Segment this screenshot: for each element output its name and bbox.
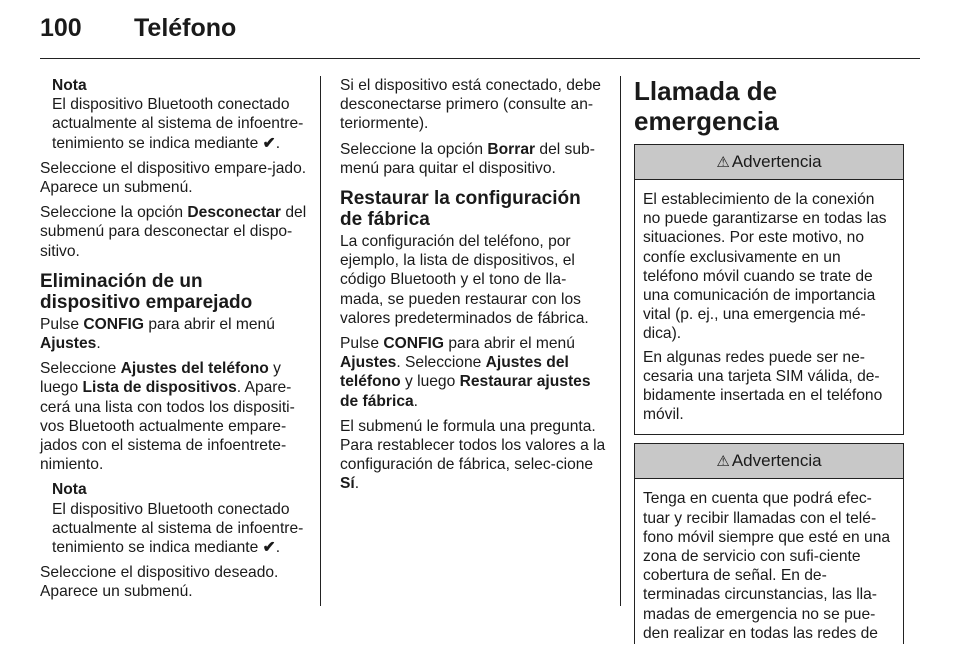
paragraph: Seleccione el dispositivo empare-jado. Aparece un submenú. — [40, 159, 307, 197]
paragraph: Seleccione Ajustes del teléfono y luego Lista de dispositivos. Apare-cerá una lista con todos los dispositi-vos Bluetooth actualmente empare-jados con el sistema de infoentrete-nimiento. — [40, 360, 295, 474]
paragraph: Pulse CONFIG para abrir el menú Ajustes. Seleccione Ajustes del teléfono y luego Restaurar ajustes de fábrica. — [340, 335, 591, 410]
column-divider-2 — [620, 76, 621, 606]
section-heading-factory-reset: Restaurar la configuración de fábrica — [340, 188, 581, 231]
warning-body — [635, 180, 903, 434]
warning-icon: ⚠ — [716, 154, 730, 171]
paragraph: La configuración del teléfono, por ejemplo, la lista de dispositivos, el código Bluetooth y el tono de lla-mada, se pueden restaurar con los valores predeterminados de fábrica. — [340, 233, 589, 327]
column-divider-1 — [320, 76, 321, 606]
warning-box-2 — [634, 443, 904, 644]
note-title: Nota — [52, 77, 87, 94]
section-heading-emergency-call: Llamada de emergencia — [634, 76, 779, 136]
paragraph: Si el dispositivo está conectado, debe desconectarse primero (consulte an-teriormente). — [340, 77, 601, 133]
warning-title: Advertencia — [731, 152, 822, 171]
note-connected-device — [52, 480, 308, 557]
checkmark-icon: ✔ — [262, 539, 276, 557]
column-2 — [340, 76, 608, 500]
warning-header — [635, 145, 903, 180]
header-divider — [40, 58, 920, 59]
note-connected-device — [52, 76, 308, 153]
paragraph: En algunas redes puede ser ne-cesaria una tarjeta SIM válida, de-bidamente insertada en el teléfono móvil. — [643, 348, 883, 424]
checkmark-icon: ✔ — [262, 134, 276, 152]
note-text: El dispositivo Bluetooth conectado actualmente al sistema de infoentre-tenimiento se indica mediante ✔. — [52, 96, 304, 152]
note-title: Nota — [52, 481, 87, 499]
paragraph: Tenga en cuenta que podrá efec-tuar y recibir llamadas con el telé-fono móvil siempre que esté en una zona de servicio con sufi-ciente cobertura de señal. En de-terminadas circunstancias, las lla-madas de emergencia no se pue-den realizar en todas las redes de — [643, 490, 891, 642]
paragraph: Seleccione la opción Borrar del sub-menú para quitar el dispositivo. — [340, 140, 595, 177]
paragraph: Pulse CONFIG para abrir el menú Ajustes. — [40, 315, 275, 353]
column-3 — [634, 76, 904, 652]
warning-box-1 — [634, 144, 904, 435]
page-header — [40, 14, 920, 54]
warning-header — [635, 444, 903, 479]
paragraph: El submenú le formula una pregunta. Para restablecer todos los valores a la configuración de fábrica, selec-cione Sí. — [340, 417, 606, 493]
page-number: 100 — [40, 14, 82, 42]
warning-body — [635, 479, 903, 644]
paragraph: Seleccione la opción Desconectar del submenú para desconectar el dispo-sitivo. — [40, 204, 307, 260]
paragraph: El establecimiento de la conexión no puede garantizarse en todas las situaciones. Por este motivo, no confíe exclusivamente en un teléfono móvil cuando se trate de una comunicación de importancia vital (p. ej., una emergencia mé-dica). — [643, 191, 887, 343]
warning-title: Advertencia — [731, 451, 822, 471]
paragraph: Seleccione el dispositivo deseado. Aparece un submenú. — [40, 564, 279, 601]
note-text: El dispositivo Bluetooth conectado actualmente al sistema de infoentre-tenimiento se indica mediante ✔. — [52, 500, 304, 557]
column-1 — [40, 76, 308, 608]
section-heading-delete-device: Eliminación de un dispositivo emparejado — [40, 270, 253, 313]
chapter-title: Teléfono — [134, 14, 237, 42]
warning-icon: ⚠ — [716, 453, 730, 471]
